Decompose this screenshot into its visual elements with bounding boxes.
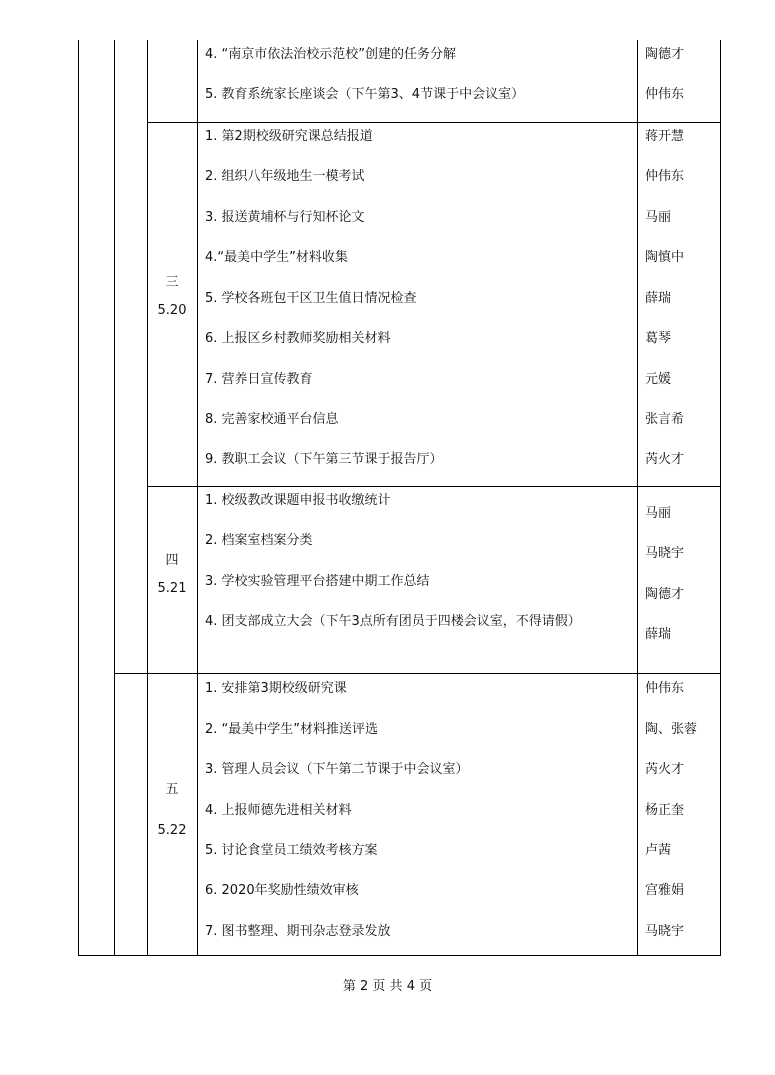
date-label: 5.22: [157, 823, 187, 838]
task-text: 3. 学校实验管理平台搭建中期工作总结: [205, 574, 430, 589]
task-person: 马丽: [645, 506, 672, 521]
task-person: 马丽: [645, 210, 672, 225]
task-text: 3. 管理人员会议（下午第二节课于中会议室）: [205, 762, 469, 777]
task-text: 7. 图书整理、期刊杂志登录发放: [205, 924, 391, 939]
task-person: 仲伟东: [645, 87, 685, 102]
task-person: 陶、张蓉: [645, 722, 698, 737]
table-col-line: [197, 40, 198, 956]
row-divider: [147, 122, 721, 123]
task-text: 5. 讨论食堂员工绩效考核方案: [205, 843, 378, 858]
task-person: 马晓宇: [645, 924, 685, 939]
task-person: 仲伟东: [645, 681, 685, 696]
page-footer: 第 2 页 共 4 页: [342, 979, 433, 994]
task-text: 5. 教育系统家长座谈会（下午第3、4节课于中会议室）: [205, 87, 525, 102]
table-border-bottom: [78, 955, 721, 956]
table-border-left: [78, 40, 79, 956]
task-person: 葛琴: [645, 331, 672, 346]
table-col-line: [147, 40, 148, 956]
weekday-label: 四: [165, 553, 179, 568]
task-person: 张言希: [645, 412, 685, 427]
task-person: 芮火才: [645, 762, 685, 777]
task-text: 7. 营养日宣传教育: [205, 372, 313, 387]
table-col-line: [637, 40, 638, 956]
task-text: 4. 团支部成立大会（下午3点所有团员于四楼会议室，不得请假）: [205, 614, 581, 629]
task-text: 4.“最美中学生”材料收集: [205, 250, 348, 265]
table-col-line: [114, 40, 115, 956]
table-border-right: [720, 40, 721, 956]
task-text: 1. 第2期校级研究课总结报道: [205, 129, 373, 144]
task-person: 杨正奎: [645, 803, 685, 818]
task-person: 薛瑞: [645, 291, 672, 306]
task-person: 元媛: [645, 372, 672, 387]
task-person: 卢茜: [645, 843, 672, 858]
task-text: 1. 校级教改课题申报书收缴统计: [205, 493, 391, 508]
weekday-label: 五: [165, 782, 179, 797]
task-person: 陶德才: [645, 587, 685, 602]
task-text: 9. 教职工会议（下午第三节课于报告厅）: [205, 452, 443, 467]
task-text: 2. “最美中学生”材料推送评选: [205, 722, 379, 737]
task-person: 宫雅娟: [645, 883, 685, 898]
task-text: 4. “南京市依法治校示范校”创建的任务分解: [205, 47, 457, 62]
task-text: 6. 2020年奖励性绩效审核: [205, 883, 359, 898]
row-divider: [114, 673, 721, 674]
task-person: 薛瑞: [645, 627, 672, 642]
task-person: 仲伟东: [645, 169, 685, 184]
task-text: 1. 安排第3期校级研究课: [205, 681, 347, 696]
task-text: 6. 上报区乡村教师奖励相关材料: [205, 331, 391, 346]
weekday-label: 三: [165, 275, 179, 290]
date-label: 5.20: [157, 303, 187, 318]
task-person: 陶慎中: [645, 250, 685, 265]
row-divider: [147, 486, 721, 487]
task-person: 陶德才: [645, 47, 685, 62]
date-label: 5.21: [157, 581, 187, 596]
task-text: 8. 完善家校通平台信息: [205, 412, 339, 427]
task-text: 5. 学校各班包干区卫生值日情况检查: [205, 291, 417, 306]
task-person: 芮火才: [645, 452, 685, 467]
task-text: 4. 上报师德先进相关材料: [205, 803, 352, 818]
task-person: 马晓宇: [645, 546, 685, 561]
task-text: 2. 组织八年级地生一模考试: [205, 169, 365, 184]
task-text: 3. 报送黄埔杯与行知杯论文: [205, 210, 365, 225]
task-text: 2. 档案室档案分类: [205, 533, 313, 548]
task-person: 蒋开慧: [645, 129, 685, 144]
